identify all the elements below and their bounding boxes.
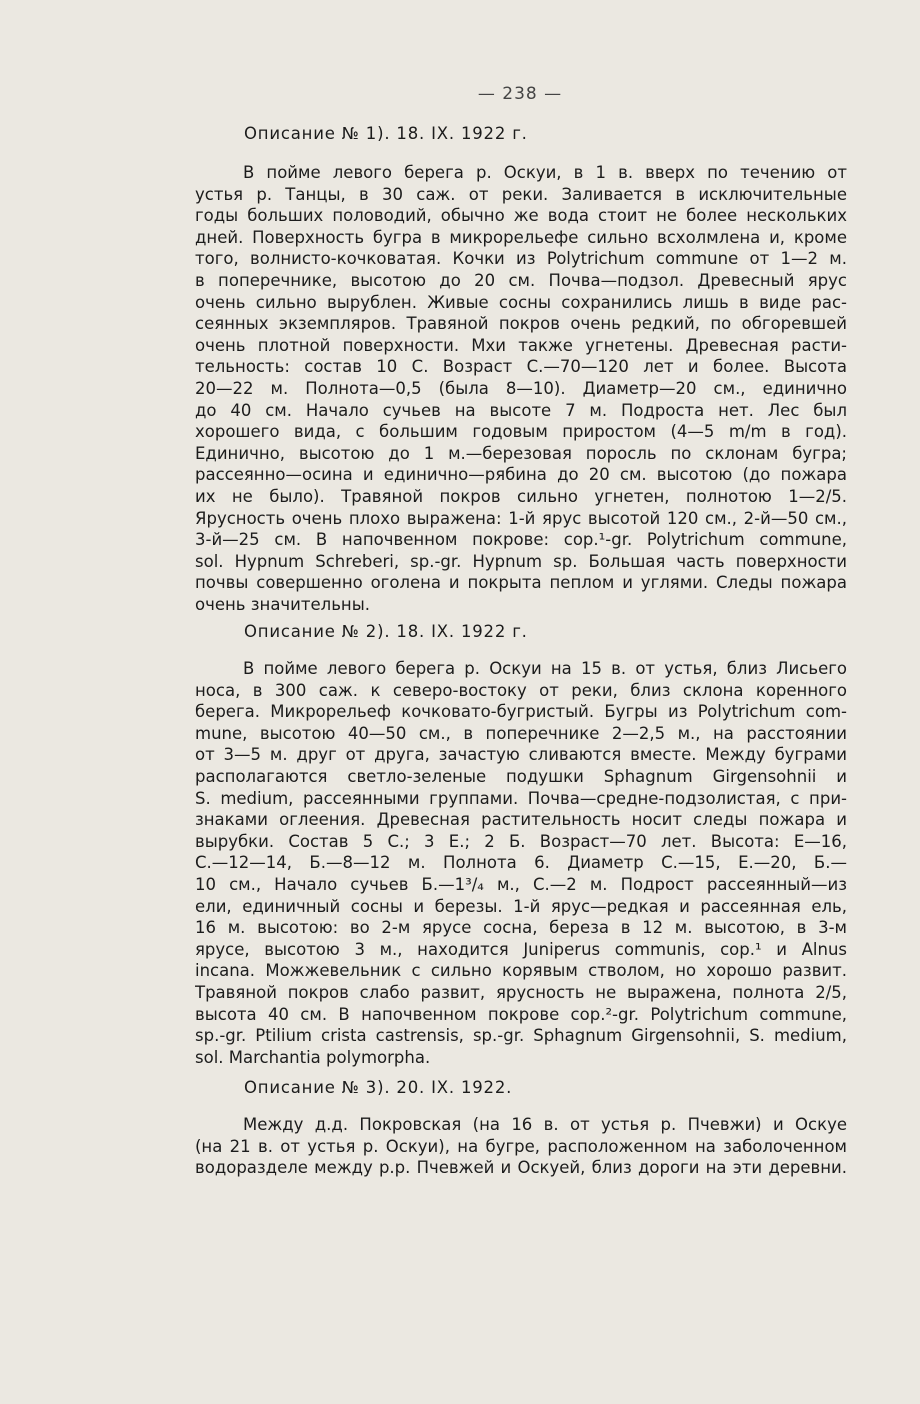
section-heading-3: Описание № 3). 20. IX. 1922.: [244, 1078, 513, 1097]
text-line: от 3—5 м. друг от друга, зачастую сливаются вместе. Между буграми: [195, 745, 847, 765]
text-line: хорошего вида, с большим годовым приростом (4—5 m/m в год).: [195, 422, 847, 442]
text-line: сеянных экземпляров. Травяной покров очень редкий, по обгоревшей: [195, 314, 847, 334]
text-line: sol. Hypnum Schreberi, sp.-gr. Hypnum sp. Большая часть поверхности: [195, 551, 847, 571]
text-line: почвы совершенно оголена и покрыта пеплом и углями. Следы пожара: [195, 573, 847, 593]
text-line: mune, высотою 40—50 см., в поперечнике 2—2,5 м., на расстоянии: [195, 723, 847, 743]
text-line: Ярусность очень плохо выражена: 1-й ярус высотой 120 см., 2-й—50 см.,: [195, 508, 847, 528]
text-line: ярусе, высотою 3 м., находится Juniperus communis, cop.¹ и Alnus: [195, 939, 847, 959]
section-body-2: [195, 658, 847, 1068]
text-line: 16 м. высотою: во 2-м ярусе сосна, береза в 12 м. высотою, в 3-м: [195, 918, 847, 938]
text-line: очень плотной поверхности. Мхи также угнетены. Древесная расти-: [195, 335, 847, 355]
text-line: В пойме левого берега р. Оскуи на 15 в. от устья, близ Лисьего: [243, 659, 847, 678]
text-line: incana. Можжевельник с сильно корявым стволом, но хорошо развит.: [195, 961, 847, 981]
text-line: их не было). Травяной покров сильно угнетен, полнотою 1—2/5.: [195, 486, 847, 506]
text-line: очень сильно вырублен. Живые сосны сохранились лишь в виде рас-: [195, 292, 847, 312]
text-line: берега. Микрорельеф кочковато-бугристый. Бугры из Polytrichum com-: [195, 702, 847, 722]
text-line: ели, единичный сосны и березы. 1-й ярус—редкая и рассеянная ель,: [195, 896, 847, 916]
text-line: рассеянно—осина и единично—рябина до 20 см. высотою (до пожара: [195, 465, 847, 485]
text-line: (на 21 в. от устья р. Оскуи), на бугре, расположенном на заболоченном: [195, 1136, 847, 1156]
text-line: S. medium, рассеянными группами. Почва—средне-подзолистая, с при-: [195, 788, 847, 808]
text-line: sp.-gr. Ptilium crista castrensis, sp.-gr. Sphagnum Girgensohnii, S. medium,: [195, 1026, 847, 1046]
text-line: 20—22 м. Полнота—0,5 (была 8—10). Диаметр—20 см., единично: [195, 378, 847, 398]
section-heading-2: Описание № 2). 18. IX. 1922 г.: [244, 622, 528, 641]
text-line: Травяной покров слабо развит, ярусность не выражена, полнота 2/5,: [195, 982, 847, 1002]
text-line: Между д.д. Покровская (на 16 в. от устья р. Пчевжи) и Оскуе: [243, 1115, 847, 1134]
text-line: дней. Поверхность бугра в микрорельефе сильно всхолмлена и, кроме: [195, 227, 847, 247]
text-line: sol. Marchantia polymorpha.: [195, 1047, 431, 1067]
text-line: водоразделе между р.р. Пчевжей и Оскуей, близ дороги на эти деревни.: [195, 1158, 847, 1178]
text-line: вырубки. Состав 5 С.; 3 Е.; 2 Б. Возраст—70 лет. Высота: Е—16,: [195, 831, 847, 851]
section-body-1: [195, 162, 847, 615]
text-line: знаками оглеения. Древесная растительность носит следы пожара и: [195, 810, 847, 830]
text-line: носа, в 300 саж. к северо-востоку от реки, близ склона коренного: [195, 680, 847, 700]
text-line: очень значительны.: [195, 594, 370, 614]
text-line: 3-й—25 см. В напочвенном покрове: cop.¹-gr. Polytrichum commune,: [195, 530, 847, 550]
text-line: годы больших половодий, обычно же вода стоит не более нескольких: [195, 206, 847, 226]
text-line: до 40 см. Начало сучьев на высоте 7 м. Подроста нет. Лес был: [195, 400, 847, 420]
text-line: располагаются светло-зеленые подушки Sphagnum Girgensohnii и: [195, 766, 847, 786]
text-line: высота 40 см. В напочвенном покрове cop.²-gr. Polytrichum commune,: [195, 1004, 847, 1024]
text-line: того, волнисто-кочковатая. Кочки из Polytrichum commune от 1—2 м.: [195, 249, 847, 269]
text-line: устья р. Танцы, в 30 саж. от реки. Заливается в исключительные: [195, 184, 847, 204]
text-line: Единично, высотою до 1 м.—березовая поросль по склонам бугра;: [195, 443, 847, 463]
text-line: С.—12—14, Б.—8—12 м. Полнота 6. Диаметр С.—15, Е.—20, Б.—: [195, 853, 847, 873]
text-line: в поперечнике, высотою до 20 см. Почва—подзол. Древесный ярус: [195, 270, 847, 290]
text-line: 10 см., Начало сучьев Б.—1³/₄ м., С.—2 м. Подрост рассеянный—из: [195, 874, 847, 894]
page-number: — 238 —: [477, 84, 563, 104]
text-line: тельность: состав 10 С. Возраст С.—70—120 лет и более. Высота: [195, 357, 847, 377]
text-line: В пойме левого берега р. Оскуи, в 1 в. вверх по течению от: [243, 163, 847, 182]
section-heading-1: Описание № 1). 18. IX. 1922 г.: [244, 124, 528, 143]
section-body-3: [195, 1114, 847, 1179]
